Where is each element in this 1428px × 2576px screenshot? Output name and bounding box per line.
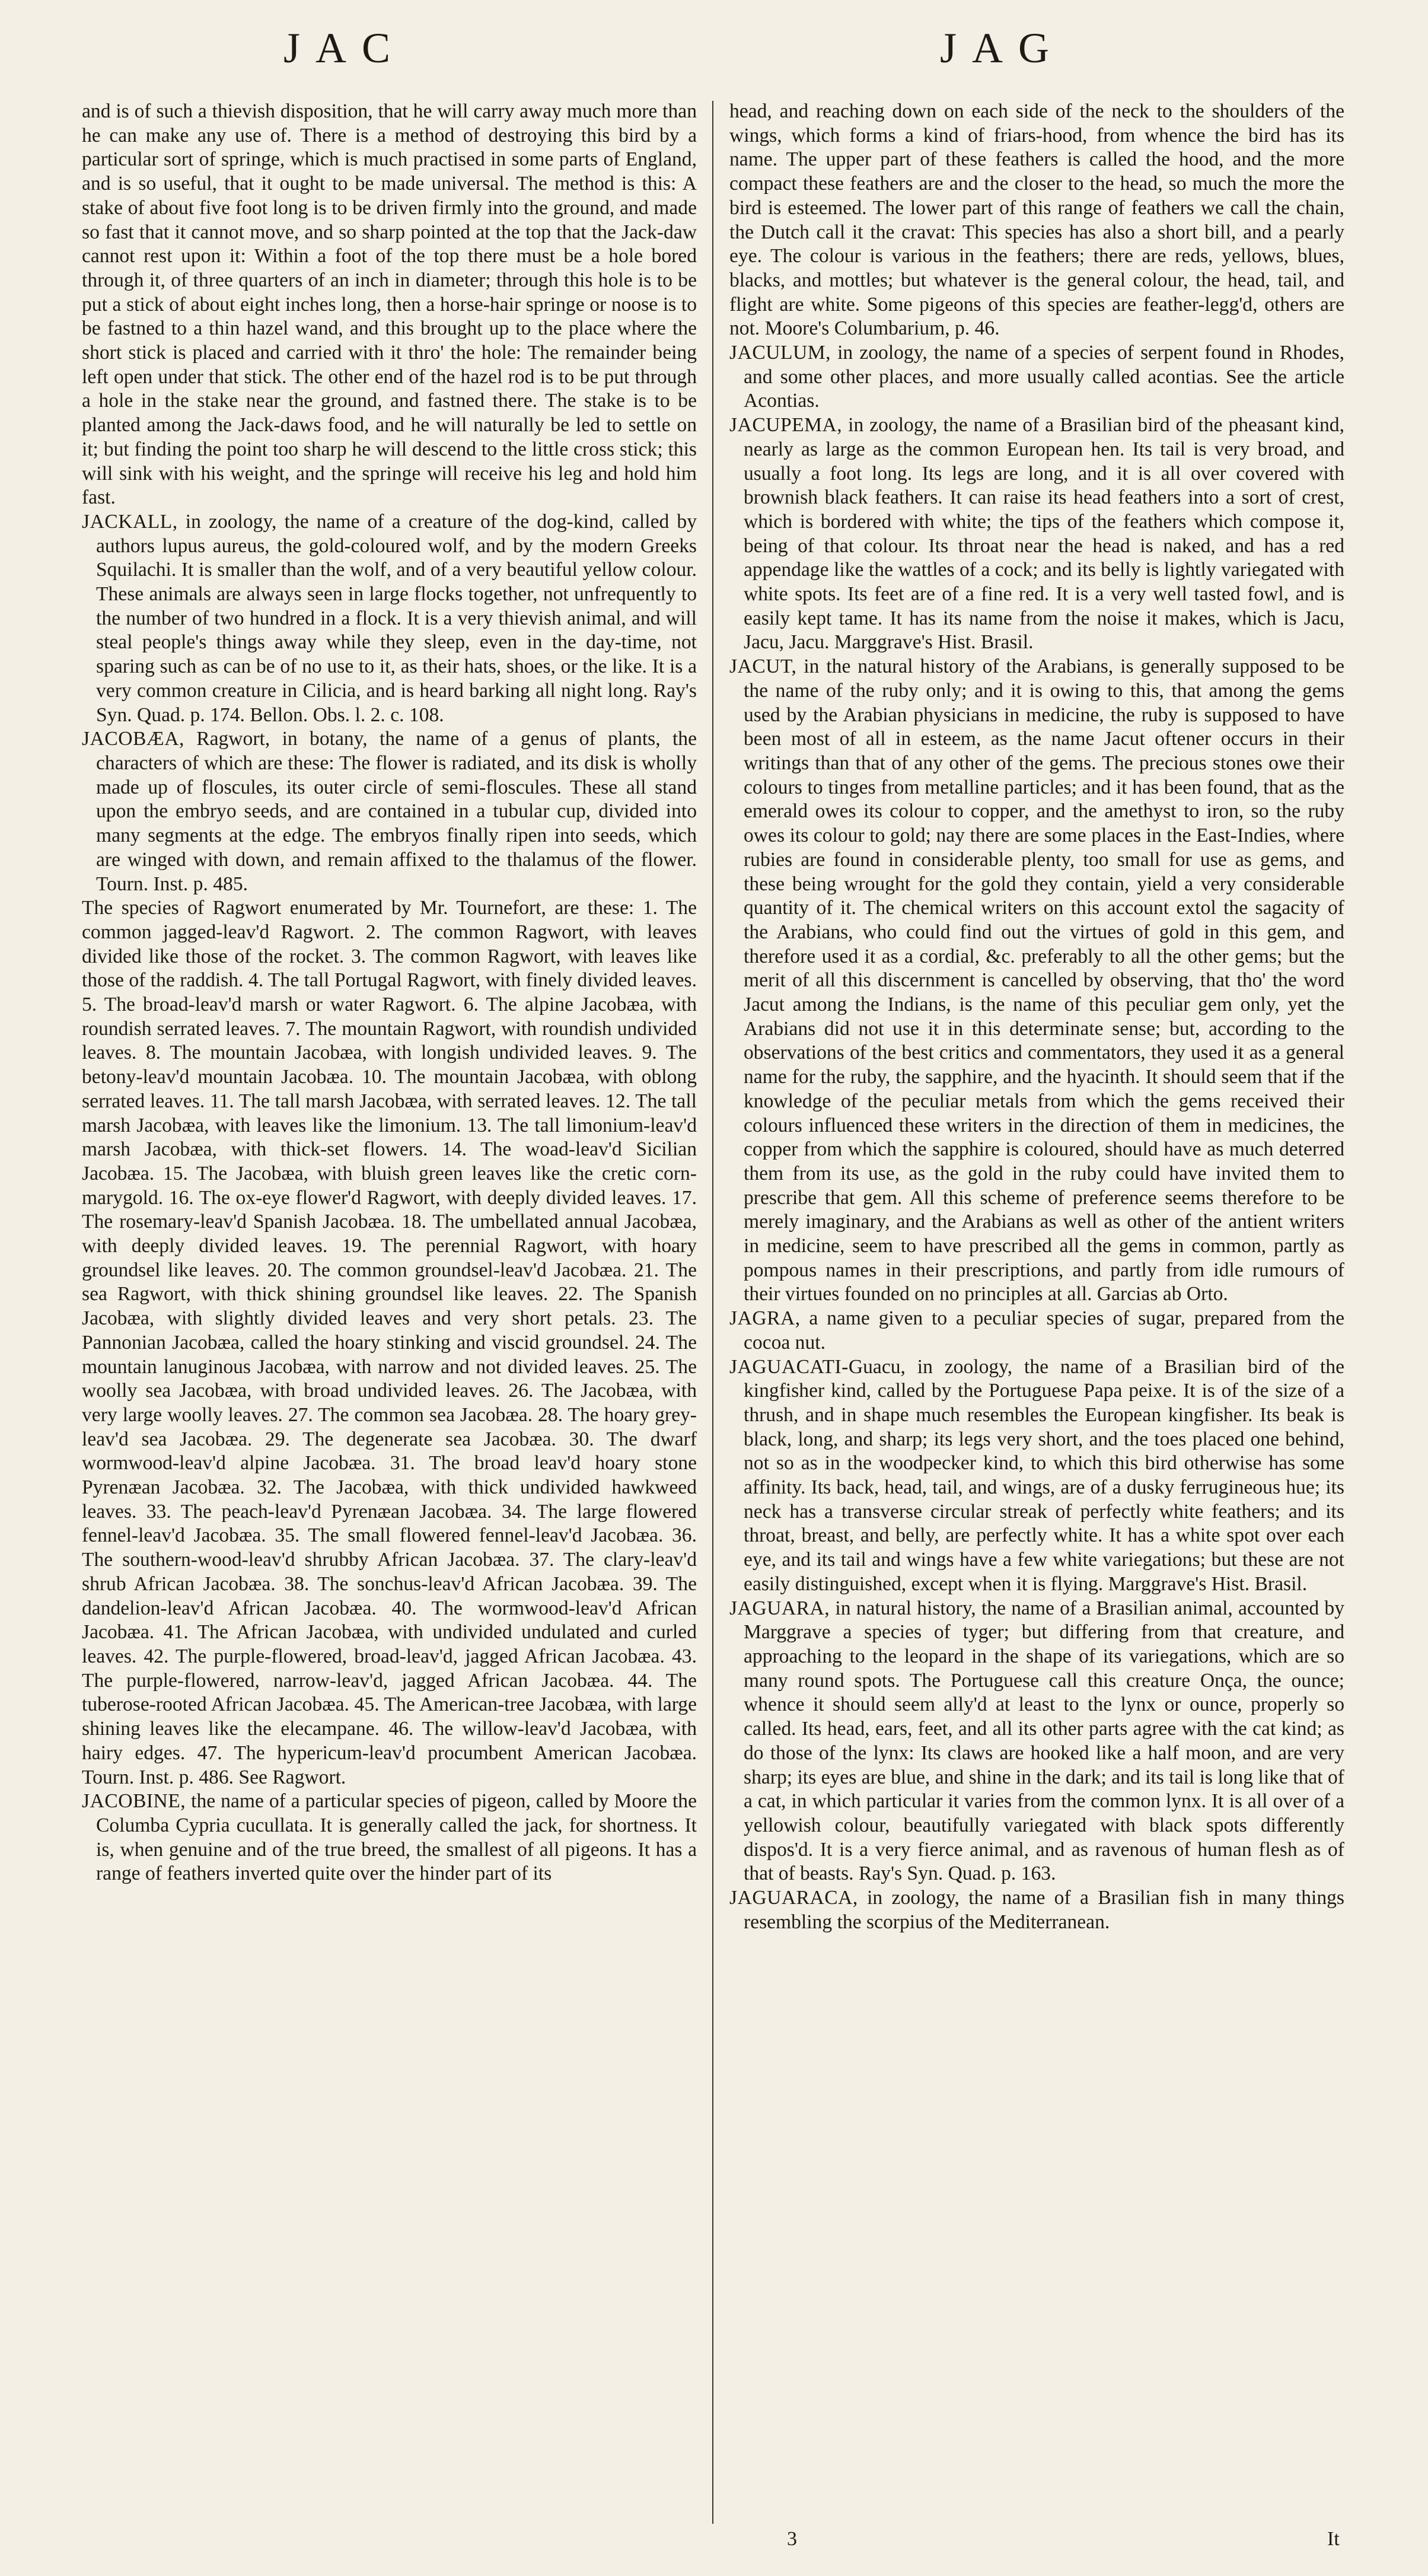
entry-text: in zoology, the name of a species of serpent found in Rhodes, and some other places, and more usually called acontias. See the article Acontias. xyxy=(744,342,1344,412)
entry-text: in natural history, the name of a Brasilian animal, accounted by Marggrave a species of tyger; but differing from that creature, and approaching to the leopard in the shape of its variegations, which are so many round spots. The Portuguese call this creature Onça, the ounce; whence it should seem ally'd at least to the lynx or ounce, properly so called. Its head, ears, feet, and all its other parts agree with the cat kind; as do those of the lynx: Its claws are hooked like a half moon, and are very sharp; its eyes are blue, and shine in the dark; and its tail is long like that of a cat, in which particular it varies from the common lynx. It is all over of a yellowish colour, beautifully variegated with black spots differently dispos'd. It is a very fierce animal, and as ravenous of human flesh as of that of beasts. Ray's Syn. Quad. p. 163. xyxy=(744,1597,1344,1885)
headword: JACUPEMA, xyxy=(729,414,843,437)
continuation-paragraph xyxy=(729,100,1344,341)
entry-text: Guacu, in zoology, the name of a Brasilian bird of the kingfisher kind, called by the Portuguese Papa peixe. It is of the size of a thrush, and in shape much resembles the European kingfisher. Its beak is black, long, and sharp; its legs very short, and the toes placed one behind, not so as in the woodpecker kind, to which this bird otherwise has some affinity. Its back, head, tail, and wings, are of a dusky ferrugineous hue; its neck has a transverse circular streak of perfectly white feathers; and its throat, breast, and belly, are perfectly white. It has a white spot over each eye, and its tail and wings have a few white variegations; but these are not easily distinguished, except when it is flying. Marggrave's Hist. Brasil. xyxy=(744,1355,1344,1595)
left-column xyxy=(82,100,697,1886)
entry-jaguaraca xyxy=(729,1886,1344,1934)
entry-jacut xyxy=(729,655,1344,1307)
continuation-paragraph xyxy=(82,100,697,510)
entry-text: in the natural history of the Arabians, is generally supposed to be the name of the ruby only; and it is owing to this, that among the gems used by the Arabian physicians in medicine, the ruby is supposed to have been most of all in esteem, as the name Jacut oftener occurs in their writings than that of any other of the gems. The precious stones owe their colours to tinges from metalline particles; and it has been found, that as the emerald owes its colour to copper, and the amethyst to iron, so the ruby owes its colour to gold; nay there are some places in the East-Indies, where rubies are found in considerable plenty, too small for use as gems, and these being wrought for the gold they contain, yield a very considerable quantity of it. The chemical writers on this account extol the sagacity of the Arabians, who could find out the virtues of gold in this gem, and therefore used it as a cordial, &c. preferably to all the other gems; but the merit of all this discernment is cancelled by observing, that tho' the word Jacut among the Indians, is the name of this peculiar gem only, yet the Arabians did not use it in this determinate sense; but, according to the observations of the best critics and commentators, they used it as a general name for the ruby, the sapphire, and the hyacinth. It should seem that if the knowledge of the peculiar metals from which the gems received their colours influenced these writers in the direction of them in medicines, the copper from which the sapphire is coloured, should have as much deterred them from its use, as the gold in the ruby could have invited them to prescribe that gem. All this scheme of preference seems therefore to be merely imaginary, and the Arabians as well as other of the antient writers in medicine, seem to have prescribed all the gems in common, partly as pompous names in their prescriptions, and partly from idle rumours of their virtues founded on no principles at all. Garcias ab Orto. xyxy=(744,655,1344,1305)
entry-text: in zoology, the name of a Brasilian fish in many things resembling the scorpius of the Mediterranean. xyxy=(744,1887,1344,1933)
running-head-right: JAG xyxy=(940,24,1065,72)
headword: JACOBÆA, xyxy=(82,728,184,750)
ragwort-species-list xyxy=(82,896,697,1789)
headword: JACKALL, xyxy=(82,510,178,533)
headword: JAGRA, xyxy=(729,1307,801,1330)
right-column xyxy=(729,100,1344,1934)
entry-text: head, and reaching down on each side of the neck to the shoulders of the wings, which forms a kind of friars-hood, from whence the bird has its name. The upper part of these feathers is called the hood, and the more compact these feathers are and the closer to the head, so much the more the bird is esteemed. The lower part of this range of feathers we call the chain, the Dutch call it the cravat: This species has also a short bill, and a pearly eye. The colour is various in the feathers; there are reds, yellows, blues, blacks, and mottles; but whatever is the general colour, the head, tail, and flight are white. Some pigeons of this species are feather-legg'd, others are not. Moore's Columbarium, p. 46. xyxy=(729,100,1344,340)
entry-jaculum xyxy=(729,341,1344,413)
running-head-left: JAC xyxy=(283,24,406,72)
headword: JAGUARACA, xyxy=(729,1887,858,1909)
entry-text: The species of Ragwort enumerated by Mr. Tournefort, are these: 1. The common jagged-leav'd Ragwort. 2. The common Ragwort, with leaves divided like those of the rocket. 3. The common Ragwort, with leaves like those of the raddish. 4. The tall Portugal Ragwort, with finely divided leaves. 5. The broad-leav'd marsh or water Ragwort. 6. The alpine Jacobæa, with roundish serrated leaves. 7. The mountain Ragwort, with roundish undivided leaves. 8. The mountain Jacobæa, with longish undivided leaves. 9. The betony-leav'd mountain Jacobæa. 10. The mountain Jacobæa, with oblong serrated leaves. 11. The tall marsh Jacobæa, with serrated leaves. 12. The tall marsh Jacobæa, with leaves like the limonium. 13. The tall limonium-leav'd marsh Jacobæa, with thick-set flowers. 14. The woad-leav'd Sicilian Jacobæa. 15. The Jacobæa, with bluish green leaves like the cretic corn-marygold. 16. The ox-eye flower'd Ragwort, with deeply divided leaves. 17. The rosemary-leav'd Spanish Jacobæa. 18. The umbellated annual Jacobæa, with deeply divided leaves. 19. The perennial Ragwort, with hoary groundsel like leaves. 20. The common groundsel-leav'd Jacobæa. 21. The sea Ragwort, with thick shining groundsel like leaves. 22. The Spanish Jacobæa, with slightly divided leaves and very short petals. 23. The Pannonian Jacobæa, called the hoary stinking and viscid groundsel. 24. The mountain lanuginous Jacobæa, with narrow and not divided leaves. 25. The woolly sea Jacobæa, with broad undivided leaves. 26. The Jacobæa, with very large woolly leaves. 27. The common sea Jacobæa. 28. The hoary grey-leav'd sea Jacobæa. 29. The degenerate sea Jacobæa. 30. The dwarf wormwood-leav'd alpine Jacobæa. 31. The broad leav'd hoary stone Pyrenæan Jacobæa. 32. The Jacobæa, with thick undivided hawkweed leaves. 33. The peach-leav'd Pyrenæan Jacobæa. 34. The large flowered fennel-leav'd Jacobæa. 35. The small flowered fennel-leav'd Jacobæa. 36. The southern-wood-leav'd shrubby African Jacobæa. 37. The clary-leav'd shrub African Jacobæa. 38. The sonchus-leav'd African Jacobæa. 39. The dandelion-leav'd African Jacobæa. 40. The wormwood-leav'd African Jacobæa. 41. The African Jacobæa, with undivided undulated and curled leaves. 42. The purple-flowered, broad-leav'd, jagged African Jacobæa. 43. The purple-flowered, narrow-leav'd, jagged African Jacobæa. 44. The tuberose-rooted African Jacobæa. 45. The American-tree Jacobæa, with large shining leaves like the elecampane. 46. The willow-leav'd Jacobæa, with hairy edges. 47. The hypericum-leav'd procumbent American Jacobæa. Tourn. Inst. p. 486. See Ragwort. xyxy=(82,897,697,1788)
entry-text: the name of a particular species of pigeon, called by Moore the Columba Cypria cucullata. It is generally called the jack, for shortness. It is, when genuine and of the true breed, the smallest of all pigeons. It has a range of feathers inverted quite over the hinder part of its xyxy=(96,1790,697,1885)
entry-jacobine xyxy=(82,1789,697,1886)
entry-jaguacati-guacu xyxy=(729,1355,1344,1597)
entry-text: a name given to a peculiar species of sugar, prepared from the cocoa nut. xyxy=(744,1307,1344,1354)
entry-jaguara xyxy=(729,1597,1344,1886)
headword: JACUT, xyxy=(729,655,797,678)
entry-text: Ragwort, in botany, the name of a genus of plants, the characters of which are these: The flower is radiated, and its disk is wholly made up of floscules, its outer circle of semi-floscules. These all stand upon the embryo seeds, and are contained in a tubular cup, divided into many segments at the edge. The embryos finally ripen into seeds, which are winged with down, and remain affixed to the thalamus of the flower. Tourn. Inst. p. 485. xyxy=(96,728,697,895)
catchword: It xyxy=(1327,2528,1340,2550)
entry-text: in zoology, the name of a creature of the dog-kind, called by authors lupus aureus, the gold-coloured wolf, and by the modern Greeks Squilachi. It is smaller than the wolf, and of a very beautiful yellow colour. These animals are always seen in large flocks together, not unfrequently to the number of two hundred in a flock. It is a very thievish animal, and will steal people's things away while they sleep, even in the day-time, not sparing such as can be of no use to it, as their hats, shoes, or the like. It is a very common creature in Cilicia, and is heard barking all night long. Ray's Syn. Quad. p. 174. Bellon. Obs. l. 2. c. 108. xyxy=(96,510,697,726)
headword: JAGUARA, xyxy=(729,1597,830,1619)
column-rule xyxy=(712,101,713,2524)
signature-mark: 3 xyxy=(787,2528,797,2550)
entry-jacobaea xyxy=(82,727,697,896)
headword: JACOBINE, xyxy=(82,1790,186,1813)
entry-jagra xyxy=(729,1307,1344,1355)
entry-text: in zoology, the name of a Brasilian bird of the pheasant kind, nearly as large as the common European hen. Its tail is very broad, and usually a foot long. Its legs are long, and it is all over covered with brownish black feathers. It can raise its head feathers into a sort of crest, which is bordered with white; the tips of the feathers which compose it, being of that colour. Its throat near the head is naked, and has a red appendage like the wattles of a cock; and its belly is lightly variegated with white spots. Its feet are of a fine red. It is a very well tasted fowl, and is easily kept tame. It has its name from the noise it makes, which is Jacu, Jacu, Jacu. Marggrave's Hist. Brasil. xyxy=(744,414,1344,654)
entry-text: and is of such a thievish disposition, that he will carry away much more than he can make any use of. There is a method of destroying this bird by a particular sort of springe, which is much practised in some parts of England, and is so useful, that it ought to be made universal. The method is this: A stake of about five foot long is to be driven firmly into the ground, and made so fast that it cannot move, and so sharp pointed at the top that the Jack-daw cannot rest upon it: Within a foot of the top there must be a hole bored through it, of three quarters of an inch in diameter; through this hole is to be put a stick of about eight inches long, then a horse-hair springe or noose is to be fastned to a thin hazel wand, and this brought up to the place where the short stick is placed and carried with it thro' the hole: The remainder being left open under that stick. The other end of the hazel rod is to be put through a hole in the stake near the ground, and fastned there. The stake is to be planted among the Jack-daws food, and he will naturally be led to settle on it; but finding the point too sharp he will descend to the little cross stick; this will sink with his weight, and the springe will receive his leg and hold him fast. xyxy=(82,100,697,509)
headword: JAGUACATI- xyxy=(729,1355,849,1378)
entry-jackall xyxy=(82,510,697,727)
entry-jacupema xyxy=(729,413,1344,655)
headword: JACULUM, xyxy=(729,342,831,364)
